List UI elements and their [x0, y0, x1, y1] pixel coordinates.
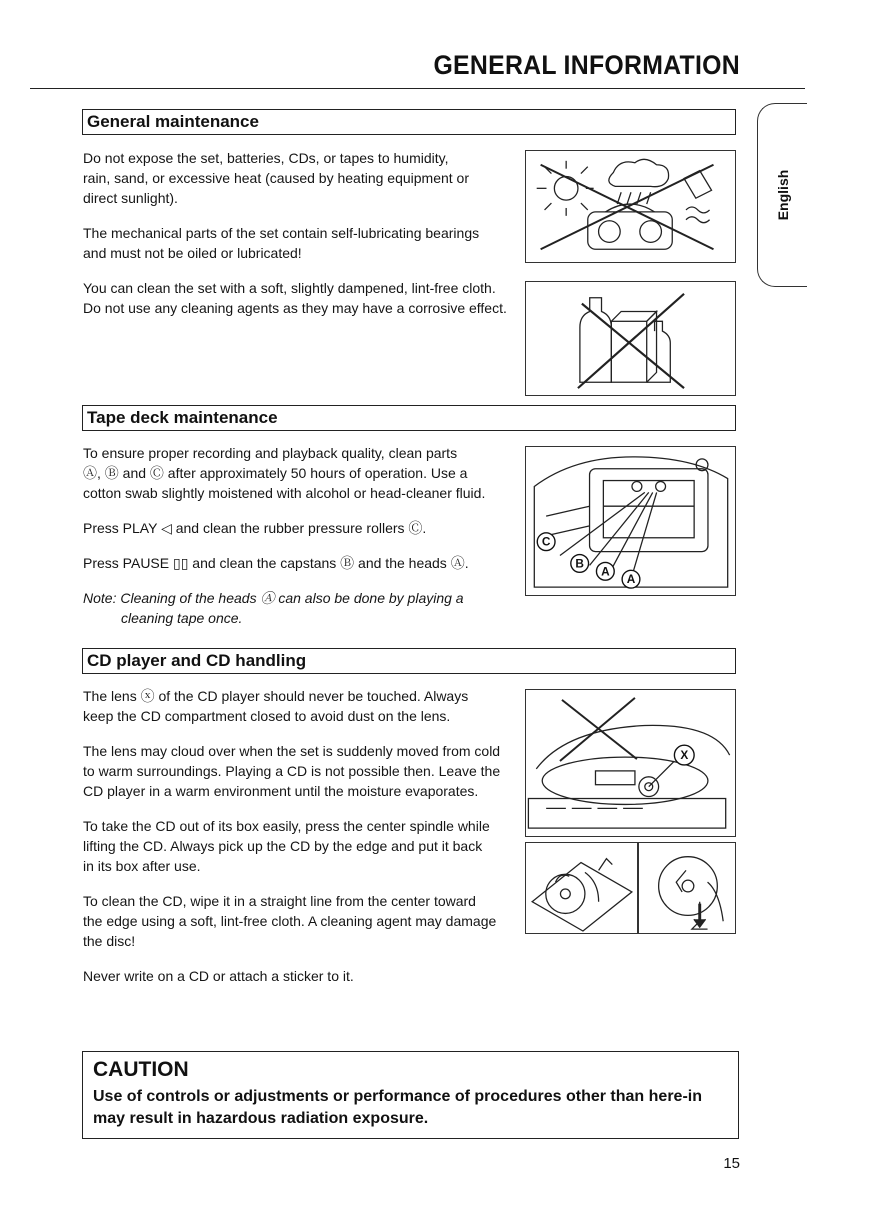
- section-heading-tape-deck: [82, 405, 736, 431]
- paragraph-line: lifting the CD. Always pick up the CD by the edge and put it back: [83, 838, 483, 854]
- cleaning-agents-illustration: [526, 282, 735, 395]
- section-heading-label: CD player and CD handling: [87, 651, 307, 670]
- figure-weather-hazards: [525, 150, 736, 263]
- paragraph-line: The lens may cloud over when the set is suddenly moved from cold: [83, 743, 501, 759]
- figure-cd-box: [525, 842, 638, 934]
- figure-tape-deck: [525, 446, 736, 596]
- figure-label-a: A: [601, 564, 610, 579]
- page-title: GENERAL INFORMATION: [433, 50, 740, 80]
- tape-deck-illustration: [526, 447, 735, 595]
- paragraph-line: the disc!: [83, 933, 136, 949]
- paragraph-line: Press PAUSE ▯▯ and clean the capstans Ⓑ and the heads Ⓐ.: [83, 555, 469, 571]
- figure-cd-lens: [525, 689, 736, 837]
- paragraph-line: The lens ⓧ of the CD player should never be touched. Always: [83, 688, 469, 704]
- figure-label-a: A: [626, 572, 636, 587]
- paragraph-line: Do not expose the set, batteries, CDs, or tapes to humidity,: [83, 150, 449, 166]
- cd-handling-illustration: [639, 843, 735, 933]
- paragraph-line: You can clean the set with a soft, slightly dampened, lint-free cloth.: [83, 280, 496, 296]
- paragraph-line: to warm surroundings. Playing a CD is not possible then. Leave the: [83, 763, 501, 779]
- paragraph-line: Press PLAY ◁ and clean the rubber pressure rollers Ⓒ.: [83, 520, 427, 536]
- note-line: cleaning tape once.: [121, 610, 243, 626]
- paragraph-line: rain, sand, or excessive heat (caused by heating equipment or: [83, 170, 470, 186]
- figure-label-c: C: [541, 534, 551, 549]
- weather-hazard-illustration: [526, 151, 735, 262]
- paragraph-line: cotton swab slightly moistened with alcohol or head-cleaner fluid.: [83, 485, 486, 501]
- caution-box: [82, 1051, 739, 1139]
- figure-cd-handling: [638, 842, 736, 934]
- paragraph-line: CD player in a warm environment until the moisture evaporates.: [83, 783, 479, 799]
- language-tab-label: English: [774, 169, 791, 221]
- paragraph-line: keep the CD compartment closed to avoid dust on the lens.: [83, 708, 451, 724]
- paragraph-line: in its box after use.: [83, 858, 201, 874]
- section-heading-cd-player: [82, 648, 736, 674]
- paragraph-line: the edge using a soft, lint-free cloth. A cleaning agent may damage: [83, 913, 497, 929]
- paragraph-line: direct sunlight).: [83, 190, 178, 206]
- figure-label-b: B: [575, 556, 584, 571]
- paragraph-line: The mechanical parts of the set contain self-lubricating bearings: [83, 225, 480, 241]
- paragraph-line: To clean the CD, wipe it in a straight line from the center toward: [83, 893, 476, 909]
- title-rule: [30, 88, 805, 89]
- page-number: 15: [723, 1155, 740, 1172]
- caution-text: Use of controls or adjustments or performance of procedures other than here-in may result in hazardous radiation exposure.: [93, 1088, 702, 1127]
- figure-no-cleaning-agents: [525, 281, 736, 396]
- section-heading-label: Tape deck maintenance: [87, 408, 278, 427]
- cd-box-illustration: [526, 843, 637, 933]
- paragraph-line: Never write on a CD or attach a sticker to it.: [83, 968, 354, 984]
- section-heading-label: General maintenance: [87, 112, 259, 131]
- caution-title: CAUTION: [93, 1058, 189, 1081]
- paragraph-line: To take the CD out of its box easily, press the center spindle while: [83, 818, 490, 834]
- paragraph-line: and must not be oiled or lubricated!: [83, 245, 302, 261]
- note-line: Note: Cleaning of the heads Ⓐ can also be done by playing a: [83, 590, 464, 606]
- paragraph-line: Do not use any cleaning agents as they may have a corrosive effect.: [83, 300, 507, 316]
- paragraph-line: To ensure proper recording and playback quality, clean parts: [83, 445, 458, 461]
- section-heading-general-maintenance: [82, 109, 736, 135]
- paragraph-line: Ⓐ, Ⓑ and Ⓒ after approximately 50 hours of operation. Use a: [83, 465, 468, 481]
- cd-lens-illustration: [526, 690, 735, 836]
- language-tab: [757, 103, 807, 287]
- figure-label-x: X: [680, 748, 689, 763]
